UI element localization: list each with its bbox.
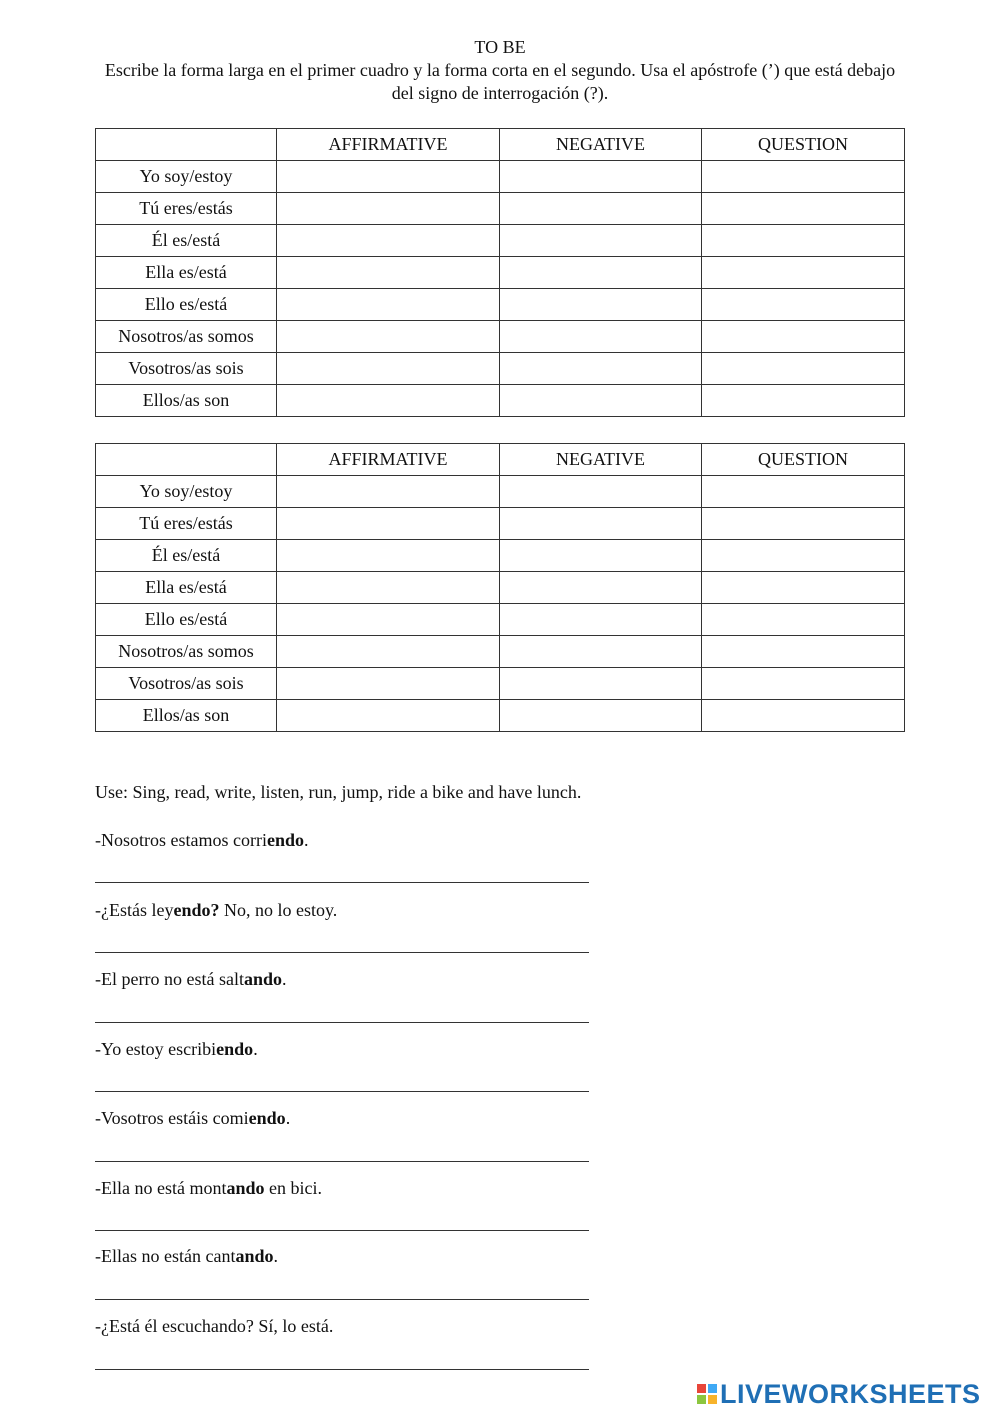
affirmative-answer-cell[interactable] [277, 476, 500, 508]
answer-line[interactable] [95, 1369, 589, 1370]
sentence-text: -Yo estoy escribi [95, 1039, 217, 1059]
row-label: Él es/está [96, 225, 277, 257]
negative-answer-cell[interactable] [500, 668, 702, 700]
row-label: Ella es/está [96, 572, 277, 604]
answer-line[interactable] [95, 1022, 589, 1023]
sentence-text-end: en bici. [264, 1178, 322, 1198]
sentence-text: -Ella no está mont [95, 1178, 227, 1198]
sentence-ending-bold: endo [248, 1108, 286, 1128]
row-label: Nosotros/as somos [96, 321, 277, 353]
row-label: Vosotros/as sois [96, 353, 277, 385]
sentence-ending-bold: ando [243, 969, 282, 989]
affirmative-answer-cell[interactable] [277, 540, 500, 572]
exercise-sentence [95, 1245, 278, 1267]
column-header [96, 444, 277, 476]
question-answer-cell[interactable] [702, 321, 905, 353]
question-answer-cell[interactable] [702, 604, 905, 636]
row-label: Yo soy/estoy [96, 161, 277, 193]
question-answer-cell[interactable] [702, 508, 905, 540]
negative-answer-cell[interactable] [500, 636, 702, 668]
negative-answer-cell[interactable] [500, 161, 702, 193]
table-header-row [96, 444, 905, 476]
negative-answer-cell[interactable] [500, 321, 702, 353]
table-row [96, 225, 905, 257]
table-row [96, 604, 905, 636]
question-answer-cell[interactable] [702, 257, 905, 289]
row-label: Él es/está [96, 540, 277, 572]
table-row [96, 668, 905, 700]
column-header [96, 129, 277, 161]
question-answer-cell[interactable] [702, 700, 905, 732]
row-label: Ellos/as son [96, 700, 277, 732]
row-label: Ello es/está [96, 604, 277, 636]
sentence-ending-bold: endo [216, 1039, 254, 1059]
exercise-sentence [95, 1107, 290, 1129]
affirmative-answer-cell[interactable] [277, 700, 500, 732]
row-label: Ella es/está [96, 257, 277, 289]
table-row [96, 321, 905, 353]
affirmative-answer-cell[interactable] [277, 508, 500, 540]
answer-line[interactable] [95, 952, 589, 953]
question-answer-cell[interactable] [702, 476, 905, 508]
conjugation-table-short-form [95, 443, 905, 732]
affirmative-answer-cell[interactable] [277, 385, 500, 417]
table-row [96, 193, 905, 225]
column-header: NEGATIVE [500, 444, 702, 476]
negative-answer-cell[interactable] [500, 193, 702, 225]
question-answer-cell[interactable] [702, 353, 905, 385]
affirmative-answer-cell[interactable] [277, 225, 500, 257]
table-row [96, 508, 905, 540]
question-answer-cell[interactable] [702, 668, 905, 700]
sentence-text: -¿Está él escuchando? Sí, lo está. [95, 1316, 334, 1336]
affirmative-answer-cell[interactable] [277, 572, 500, 604]
answer-line[interactable] [95, 1299, 589, 1300]
question-answer-cell[interactable] [702, 572, 905, 604]
column-header: NEGATIVE [500, 129, 702, 161]
column-header: AFFIRMATIVE [277, 129, 500, 161]
table-row [96, 289, 905, 321]
question-answer-cell[interactable] [702, 161, 905, 193]
sentence-text-end: . [285, 1108, 291, 1128]
exercise-sentence [95, 1315, 333, 1337]
row-label: Vosotros/as sois [96, 668, 277, 700]
sentence-ending-bold: endo [266, 830, 304, 850]
logo-mark-icon [697, 1384, 717, 1404]
affirmative-answer-cell[interactable] [277, 289, 500, 321]
negative-answer-cell[interactable] [500, 700, 702, 732]
table-row [96, 700, 905, 732]
sentence-text: -Ellas no están cant [95, 1246, 236, 1266]
answer-line[interactable] [95, 1230, 589, 1231]
use-verbs-line: Use: Sing, read, write, listen, run, jump, ride a bike and have lunch. [95, 782, 582, 802]
negative-answer-cell[interactable] [500, 476, 702, 508]
negative-answer-cell[interactable] [500, 289, 702, 321]
table-row [96, 385, 905, 417]
exercise-sentence [95, 829, 308, 851]
table-row [96, 636, 905, 668]
conjugation-table-long-form [95, 128, 905, 417]
row-label: Ello es/está [96, 289, 277, 321]
sentence-text-end: . [253, 1039, 258, 1059]
affirmative-answer-cell[interactable] [277, 321, 500, 353]
negative-answer-cell[interactable] [500, 604, 702, 636]
column-header: QUESTION [702, 444, 905, 476]
logo-text: LIVEWORKSHEETS [720, 1378, 981, 1409]
question-answer-cell[interactable] [702, 385, 905, 417]
sentence-ending-bold: ando [226, 1178, 265, 1198]
row-label: Ellos/as son [96, 385, 277, 417]
liveworksheets-logo [697, 1378, 981, 1410]
negative-answer-cell[interactable] [500, 572, 702, 604]
logo-square-icon [697, 1395, 706, 1404]
answer-line[interactable] [95, 1091, 589, 1092]
exercise-sentence [95, 1038, 258, 1060]
affirmative-answer-cell[interactable] [277, 257, 500, 289]
sentence-ending-bold: ando [235, 1246, 274, 1266]
sentence-text-end: No, no lo estoy. [219, 900, 338, 920]
table-row [96, 257, 905, 289]
question-answer-cell[interactable] [702, 225, 905, 257]
row-label: Yo soy/estoy [96, 476, 277, 508]
logo-square-icon [708, 1395, 717, 1404]
negative-answer-cell[interactable] [500, 385, 702, 417]
sentence-ending-bold: endo? [173, 900, 220, 920]
question-answer-cell[interactable] [702, 540, 905, 572]
table-header-row [96, 129, 905, 161]
sentence-text: -Nosotros estamos corri [95, 830, 267, 850]
question-answer-cell[interactable] [702, 289, 905, 321]
exercise-sentence [95, 1177, 322, 1199]
sentence-text: -El perro no está salt [95, 969, 244, 989]
affirmative-answer-cell[interactable] [277, 604, 500, 636]
affirmative-answer-cell[interactable] [277, 193, 500, 225]
sentence-text-end: . [281, 969, 287, 989]
negative-answer-cell[interactable] [500, 508, 702, 540]
negative-answer-cell[interactable] [500, 257, 702, 289]
table-row [96, 572, 905, 604]
affirmative-answer-cell[interactable] [277, 353, 500, 385]
affirmative-answer-cell[interactable] [277, 636, 500, 668]
table-row [96, 540, 905, 572]
sentence-text-end: . [273, 1246, 278, 1266]
answer-line[interactable] [95, 1161, 589, 1162]
column-header: QUESTION [702, 129, 905, 161]
sentence-text-end: . [303, 830, 309, 850]
exercise-sentence [95, 968, 286, 990]
instructions: Escribe la forma larga en el primer cuadro y la forma corta en el segundo. Usa el apóstrofe (’) que está debajo del signo de interrogación (?). [104, 60, 896, 103]
logo-square-icon [697, 1384, 706, 1393]
column-header: AFFIRMATIVE [277, 444, 500, 476]
question-answer-cell[interactable] [702, 193, 905, 225]
affirmative-answer-cell[interactable] [277, 161, 500, 193]
negative-answer-cell[interactable] [500, 540, 702, 572]
question-answer-cell[interactable] [702, 636, 905, 668]
worksheet-title: TO BE [474, 37, 526, 57]
affirmative-answer-cell[interactable] [277, 668, 500, 700]
table-row [96, 161, 905, 193]
sentence-text: -Vosotros estáis comi [95, 1108, 249, 1128]
logo-square-icon [708, 1384, 717, 1393]
row-label: Tú eres/estás [96, 508, 277, 540]
table-row [96, 476, 905, 508]
sentence-text: -¿Estás ley [95, 900, 174, 920]
row-label: Tú eres/estás [96, 193, 277, 225]
row-label: Nosotros/as somos [96, 636, 277, 668]
answer-line[interactable] [95, 882, 589, 883]
table-row [96, 353, 905, 385]
exercise-sentence [95, 899, 337, 921]
negative-answer-cell[interactable] [500, 225, 702, 257]
negative-answer-cell[interactable] [500, 353, 702, 385]
